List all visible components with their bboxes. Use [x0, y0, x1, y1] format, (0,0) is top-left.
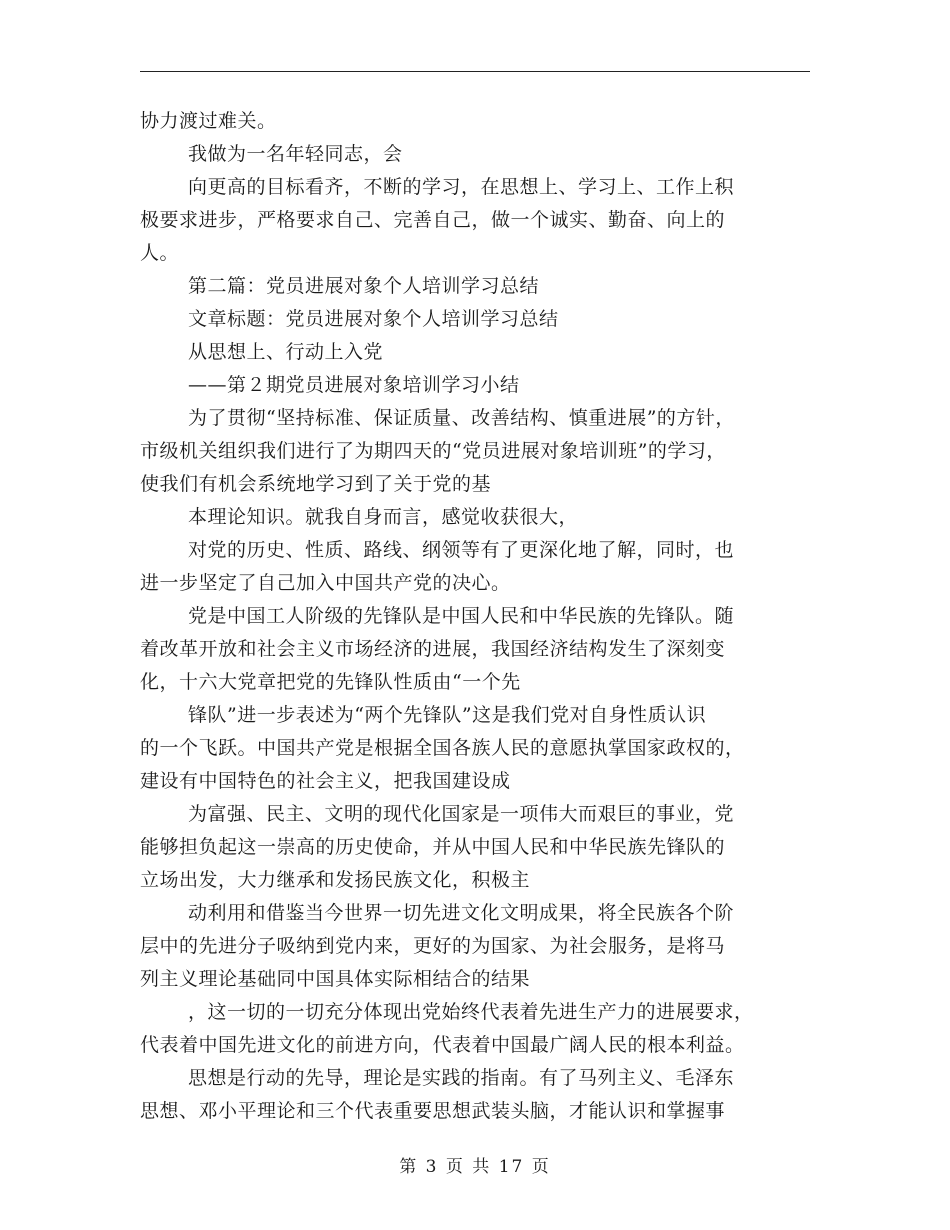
- text-line: 协力渡过难关。: [140, 110, 277, 132]
- text-line: 思想是行动的先导，理论是实践的指南。有了马列主义、毛泽东: [188, 1067, 735, 1089]
- text-line: 市级机关组织我们进行了为期四天的“党员进展对象培训班”的学习，: [140, 440, 726, 462]
- text-line: 使我们有机会系统地学习到了关于党的基: [140, 473, 492, 495]
- document-body: [140, 105, 810, 1128]
- text-line: 层中的先进分子吸纳到党内来，更好的为国家、为社会服务，是将马: [140, 935, 726, 957]
- text-line: ——第２期党员进展对象培训学习小结: [188, 374, 520, 396]
- text-line: 化，十六大党章把党的先锋队性质由“一个先: [140, 671, 521, 693]
- text-line: 人。: [140, 242, 180, 264]
- text-line: ，这一切的一切充分体现出党始终代表着先进生产力的进展要求，: [188, 1001, 754, 1023]
- text-line: 为富强、民主、文明的现代化国家是一项伟大而艰巨的事业，党: [188, 803, 735, 825]
- text-line: 进一步坚定了自己加入中国共产党的决心。: [140, 572, 511, 594]
- text-line: 锋队”进一步表述为“两个先锋队”这是我们党对自身性质认识: [188, 704, 707, 726]
- text-line: 的一个飞跃。中国共产党是根据全国各族人民的意愿执掌国家政权的，: [140, 737, 745, 759]
- text-line: 向更高的目标看齐，不断的学习，在思想上、学习上、工作上积: [188, 176, 735, 198]
- text-line: 第二篇：党员进展对象个人培训学习总结: [188, 275, 540, 297]
- text-line: 思想、邓小平理论和三个代表重要思想武装头脑，才能认识和掌握事: [140, 1100, 726, 1122]
- text-line: 从思想上、行动上入党: [188, 341, 384, 363]
- text-line: 党是中国工人阶级的先锋队是中国人民和中华民族的先锋队。随: [188, 605, 735, 627]
- text-line: 能够担负起这一崇高的历史使命，并从中国人民和中华民族先锋队的: [140, 836, 726, 858]
- page-footer: 第 3 页 共 17 页: [399, 1157, 551, 1177]
- text-line: 动利用和借鉴当今世界一切先进文化文明成果，将全民族各个阶: [188, 902, 735, 924]
- text-line: 为了贯彻“坚持标准、保证质量、改善结构、慎重进展”的方针，: [188, 407, 735, 429]
- header-rule: [140, 71, 810, 72]
- text-line: 列主义理论基础同中国具体实际相结合的结果: [140, 968, 531, 990]
- text-line: 本理论知识。就我自身而言，感觉收获很大，: [188, 506, 579, 528]
- text-line: 代表着中国先进文化的前进方向，代表着中国最广阔人民的根本利益。: [140, 1034, 745, 1056]
- text-line: 着改革开放和社会主义市场经济的进展，我国经济结构发生了深刻变: [140, 638, 726, 660]
- text-line: 极要求进步，严格要求自己、完善自己，做一个诚实、勤奋、向上的: [140, 209, 726, 231]
- text-line: 对党的历史、性质、路线、纲领等有了更深化地了解，同时，也: [188, 539, 735, 561]
- text-line: 建设有中国特色的社会主义，把我国建设成: [140, 770, 511, 792]
- text-line: 我做为一名年轻同志，会: [188, 143, 403, 165]
- text-line: 文章标题：党员进展对象个人培训学习总结: [188, 308, 559, 330]
- text-line: 立场出发，大力继承和发扬民族文化，积极主: [140, 869, 531, 891]
